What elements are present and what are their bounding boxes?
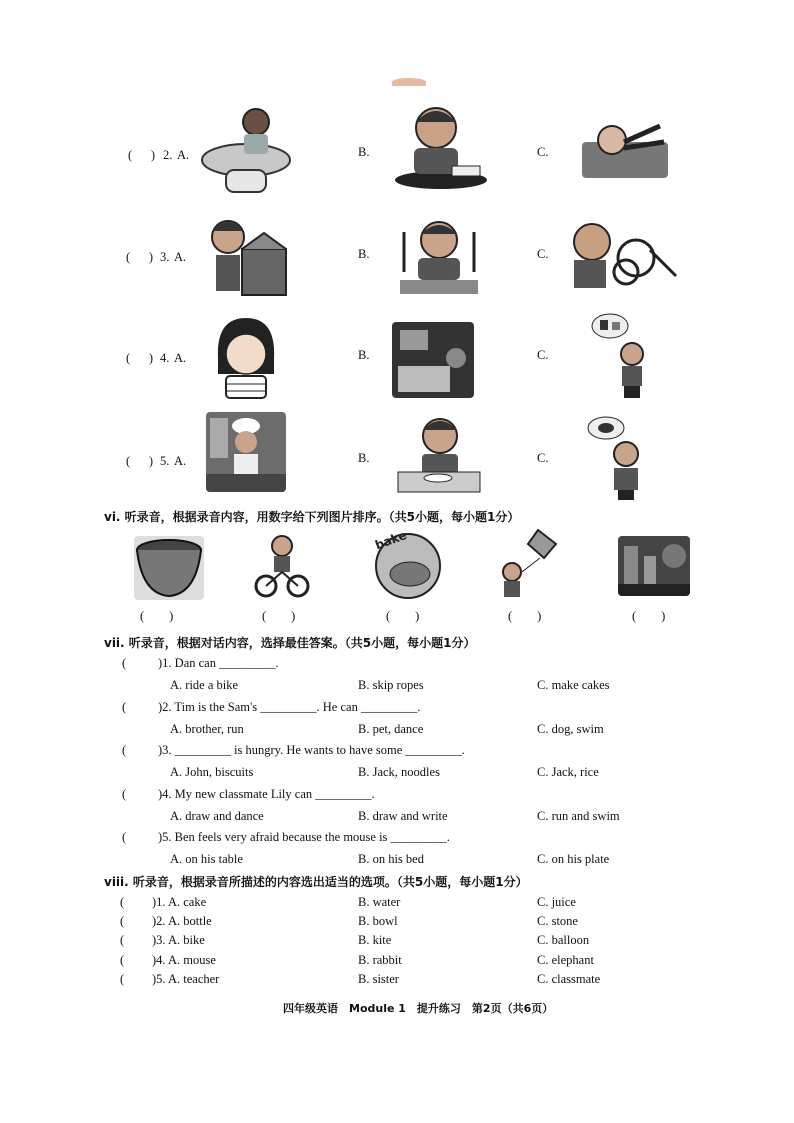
option-b[interactable]: B. pet, dance — [358, 722, 424, 736]
swimming-boy-picture — [580, 112, 670, 182]
question-text: )2. Tim is the Sam's _________. He can _________. — [158, 700, 421, 714]
option-a[interactable]: )3. A. bike — [152, 933, 205, 947]
order-blank-4[interactable]: ( ) — [508, 609, 542, 623]
question-text: )5. Ben feels very afraid because the mouse is _________. — [158, 830, 450, 844]
option-a-label: A. — [174, 454, 187, 468]
option-a[interactable]: A. ride a bike — [170, 678, 239, 692]
option-b[interactable]: B. draw and write — [358, 809, 448, 823]
girl-face-picture — [212, 314, 280, 400]
answer-bracket[interactable]: ( — [120, 972, 143, 986]
top-mark — [392, 78, 426, 86]
option-c[interactable]: C. stone — [537, 914, 578, 928]
option-a-label: A. — [174, 250, 187, 264]
option-a-label: A. — [177, 148, 190, 162]
option-a[interactable]: )5. A. teacher — [152, 972, 220, 986]
bake-label: bake — [373, 528, 409, 553]
section-8-title: viii. 听录音，根据录音所描述的内容选出适当的选项。（共5小题，每小题1分） — [104, 875, 528, 889]
chef-kitchen-picture — [206, 412, 286, 492]
question-text: )4. My new classmate Lily can _________. — [158, 787, 375, 801]
boy-at-table-picture — [396, 410, 482, 494]
answer-bracket[interactable]: ( — [122, 743, 145, 757]
option-c-label: C. — [537, 247, 549, 261]
question-number: 2. — [163, 148, 173, 162]
section-7-title: vii. 听录音，根据对话内容，选择最佳答案。（共5小题，每小题1分） — [104, 636, 476, 650]
option-b[interactable]: B. skip ropes — [358, 678, 424, 692]
answer-bracket[interactable]: ( — [122, 787, 145, 801]
option-a[interactable]: )4. A. mouse — [152, 953, 216, 967]
bake-picture — [372, 528, 444, 600]
question-number: 4. — [160, 351, 170, 365]
option-c[interactable]: C. classmate — [537, 972, 601, 986]
option-c-label: C. — [537, 348, 549, 362]
answer-bracket[interactable]: ( — [122, 656, 145, 670]
section-6-title: vi. 听录音，根据录音内容，用数字给下列图片排序。（共5小题，每小题1分） — [104, 510, 520, 524]
option-c[interactable]: C. run and swim — [537, 809, 620, 823]
question-number: 3. — [160, 250, 170, 264]
option-c[interactable]: C. elephant — [537, 953, 594, 967]
girl-riding-bike-picture — [254, 534, 310, 600]
answer-bracket[interactable]: ( — [120, 914, 143, 928]
answer-bracket[interactable]: ( — [122, 700, 145, 714]
option-c[interactable]: C. on his plate — [537, 852, 610, 866]
option-b[interactable]: B. on his bed — [358, 852, 424, 866]
option-c[interactable]: C. make cakes — [537, 678, 610, 692]
page-footer: 四年级英语 Module 1 提升练习 第2页（共6页） — [283, 1002, 554, 1015]
option-c[interactable]: C. balloon — [537, 933, 590, 947]
option-a-label: A. — [174, 351, 187, 365]
question-number: 5. — [160, 454, 170, 468]
answer-bracket[interactable]: ( — [122, 830, 145, 844]
option-a[interactable]: )2. A. bottle — [152, 914, 212, 928]
order-blank-3[interactable]: ( ) — [386, 609, 420, 623]
toybox-boy-picture — [206, 213, 290, 301]
crying-boy-bike-picture — [566, 210, 682, 292]
city-scene-picture — [618, 536, 690, 596]
order-blank-5[interactable]: ( ) — [632, 609, 666, 623]
question-text: )1. Dan can _________. — [158, 656, 279, 670]
order-blank-2[interactable]: ( ) — [262, 609, 296, 623]
option-b-label: B. — [358, 247, 370, 261]
option-b[interactable]: B. water — [358, 895, 401, 909]
bowl-picture — [134, 536, 204, 600]
reading-boy-picture — [394, 100, 489, 190]
option-c[interactable]: C. Jack, rice — [537, 765, 599, 779]
answer-bracket[interactable]: ( — [120, 895, 143, 909]
option-b-label: B. — [358, 348, 370, 362]
option-b[interactable]: B. sister — [358, 972, 399, 986]
option-b[interactable]: B. bowl — [358, 914, 398, 928]
option-a[interactable]: )1. A. cake — [152, 895, 207, 909]
girl-thinking-food-picture — [588, 310, 656, 400]
answer-bracket[interactable]: ( ) — [126, 351, 154, 365]
option-a[interactable]: A. draw and dance — [170, 809, 264, 823]
answer-bracket[interactable]: ( — [120, 933, 143, 947]
answer-bracket[interactable]: ( ) — [126, 250, 154, 264]
option-b[interactable]: B. Jack, noodles — [358, 765, 440, 779]
option-b[interactable]: B. rabbit — [358, 953, 402, 967]
boy-afraid-mouse-picture — [584, 414, 658, 500]
option-c-label: C. — [537, 451, 549, 465]
plane-boy-picture — [196, 100, 296, 195]
option-c-label: C. — [537, 145, 549, 159]
option-c[interactable]: C. juice — [537, 895, 576, 909]
option-b-label: B. — [358, 451, 370, 465]
answer-bracket[interactable]: ( ) — [126, 454, 154, 468]
option-a[interactable]: A. brother, run — [170, 722, 244, 736]
option-a[interactable]: A. on his table — [170, 852, 243, 866]
answer-bracket[interactable]: ( — [120, 953, 143, 967]
option-a[interactable]: A. John, biscuits — [170, 765, 254, 779]
option-b-label: B. — [358, 145, 370, 159]
option-c[interactable]: C. dog, swim — [537, 722, 604, 736]
bedroom-picture — [392, 322, 474, 398]
eating-boy-picture — [396, 212, 482, 298]
boy-flying-kite-picture — [494, 528, 562, 600]
answer-bracket[interactable]: ( ) — [128, 148, 156, 162]
question-text: )3. _________ is hungry. He wants to have some _________. — [158, 743, 465, 757]
option-b[interactable]: B. kite — [358, 933, 392, 947]
order-blank-1[interactable]: ( ) — [140, 609, 174, 623]
